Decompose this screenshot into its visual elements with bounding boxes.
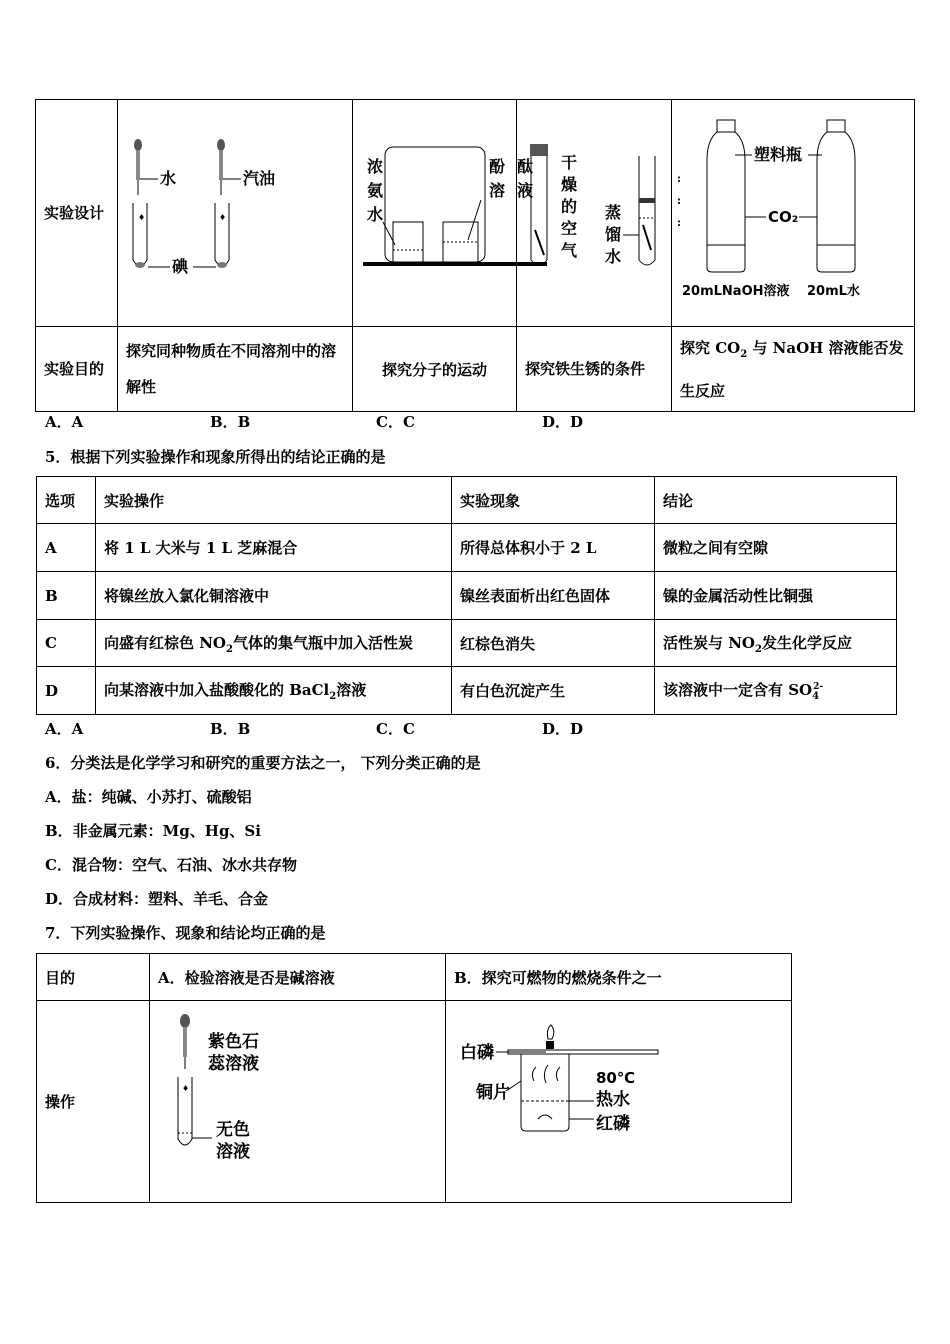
q4-table <box>35 99 915 412</box>
q7-col-a: A．检验溶液是否是碱溶液 <box>150 954 446 1001</box>
q4-fig-d <box>672 100 915 327</box>
label-hot-water: 热水 <box>596 1090 630 1110</box>
q4-purpose-d: 探究 $CO_2$ 与 NaOH 溶液能否发生反应 <box>672 327 915 412</box>
q4-option-b[interactable]: B．B <box>210 413 251 431</box>
label-bottle: 塑料瓶 <box>754 145 803 164</box>
q5-option-b[interactable]: B．B <box>210 720 251 738</box>
q5-table <box>36 476 897 715</box>
q4-option-d[interactable]: D．D <box>542 413 584 431</box>
label-co2: CO₂ <box>768 208 799 226</box>
label-gasoline: 汽油 <box>243 169 276 188</box>
q7-col-b: B．探究可燃物的燃烧条件之一 <box>446 954 792 1001</box>
q7-fig-a <box>150 1001 446 1203</box>
label-colorless-2: 溶液 <box>216 1142 250 1162</box>
svg-text:♦: ♦ <box>219 213 227 222</box>
svg-text:燥: 燥 <box>561 175 578 194</box>
q4-row1-label: 实验设计 <box>36 100 118 327</box>
svg-text::: : <box>677 218 681 229</box>
label-colorless-1: 无色 <box>216 1120 250 1140</box>
q5-option-a[interactable]: A．A <box>45 720 84 738</box>
q5-header-option: 选项 <box>37 477 96 524</box>
label-water-20: 20mL水 <box>807 284 860 299</box>
svg-text:酚: 酚 <box>489 157 506 176</box>
q5-option-c[interactable]: C．C <box>376 720 415 738</box>
label-ammonia-1: 浓 <box>367 157 384 176</box>
svg-text:♦: ♦ <box>182 1084 190 1093</box>
q6-option-b[interactable]: B．非金属元素：Mg、Hg、Si <box>45 822 261 840</box>
q5-header-operation: 实验操作 <box>96 477 452 524</box>
label-copper: 铜片 <box>476 1083 510 1103</box>
q4-fig-a <box>118 100 353 327</box>
label-litmus-1: 紫色石 <box>208 1032 259 1052</box>
q6-option-a[interactable]: A．盐：纯碱、小苏打、硫酸铝 <box>45 788 252 806</box>
svg-text:的: 的 <box>561 197 578 216</box>
svg-text:气: 气 <box>561 241 578 260</box>
svg-text:液: 液 <box>517 181 534 200</box>
q5-option-d[interactable]: D．D <box>542 720 584 738</box>
q6-option-d[interactable]: D．合成材料：塑料、羊毛、合金 <box>45 890 269 908</box>
table-row: A 将 1 L 大米与 1 L 芝麻混合 所得总体积小于 2 L 微粒之间有空隙 <box>37 524 897 572</box>
q5-header-phenomenon: 实验现象 <box>452 477 655 524</box>
q6-stem: 6．分类法是化学学习和研究的重要方法之一， 下列分类正确的是 <box>45 754 481 772</box>
q5-header-conclusion: 结论 <box>655 477 897 524</box>
q7-table <box>36 953 792 1203</box>
q4-row2-label: 实验目的 <box>36 327 118 412</box>
svg-text:干: 干 <box>561 153 578 172</box>
svg-text:水: 水 <box>367 205 384 224</box>
q7-stem: 7．下列实验操作、现象和结论均正确的是 <box>45 924 326 942</box>
q4-purpose-a: 探究同种物质在不同溶剂中的溶解性 <box>118 327 353 412</box>
q4-purpose-b: 探究分子的运动 <box>353 327 517 412</box>
q4-fig-b <box>353 100 517 327</box>
label-litmus-2: 蕊溶液 <box>208 1054 259 1074</box>
q5-stem: 5．根据下列实验操作和现象所得出的结论正确的是 <box>45 448 386 466</box>
svg-text:蒸: 蒸 <box>605 203 622 222</box>
label-red-phosphorus: 红磷 <box>596 1114 630 1134</box>
svg-text:溶: 溶 <box>489 181 506 200</box>
svg-text:水: 水 <box>605 247 622 266</box>
svg-text:氨: 氨 <box>367 181 384 200</box>
table-row: C 向盛有红棕色 $NO_2$气体的集气瓶中加入活性炭 红棕色消失 活性炭与 $NO_2$发生化学反应 <box>37 620 897 667</box>
svg-text:馏: 馏 <box>605 225 622 244</box>
q7-purpose-label: 目的 <box>37 954 150 1001</box>
label-naoh: 20mLNaOH溶液 <box>682 284 790 299</box>
q7-fig-b <box>446 1001 792 1203</box>
table-row: B 将镍丝放入氯化铜溶液中 镍丝表面析出红色固体 镍的金属活动性比铜强 <box>37 572 897 620</box>
svg-text:空: 空 <box>561 219 578 238</box>
label-iodine: 碘 <box>172 257 189 276</box>
q6-option-c[interactable]: C．混合物：空气、石油、冰水共存物 <box>45 856 297 874</box>
q4-fig-c <box>517 100 672 327</box>
svg-text::: : <box>677 196 681 207</box>
svg-text::: : <box>677 174 681 185</box>
q4-purpose-c: 探究铁生锈的条件 <box>517 327 672 412</box>
table-row: D 向某溶液中加入盐酸酸化的 BaCl$_2$溶液 有白色沉淀产生 该溶液中一定含有 $SO_4^{2-}$ <box>37 667 897 715</box>
q7-op-label: 操作 <box>37 1001 150 1203</box>
label-temperature: 80℃ <box>596 1069 636 1087</box>
svg-text:♦: ♦ <box>138 213 146 222</box>
q4-option-c[interactable]: C．C <box>376 413 415 431</box>
label-water: 水 <box>160 169 177 188</box>
label-white-phosphorus: 白磷 <box>460 1043 494 1063</box>
q4-option-a[interactable]: A．A <box>45 413 84 431</box>
svg-text:酞: 酞 <box>517 157 534 176</box>
